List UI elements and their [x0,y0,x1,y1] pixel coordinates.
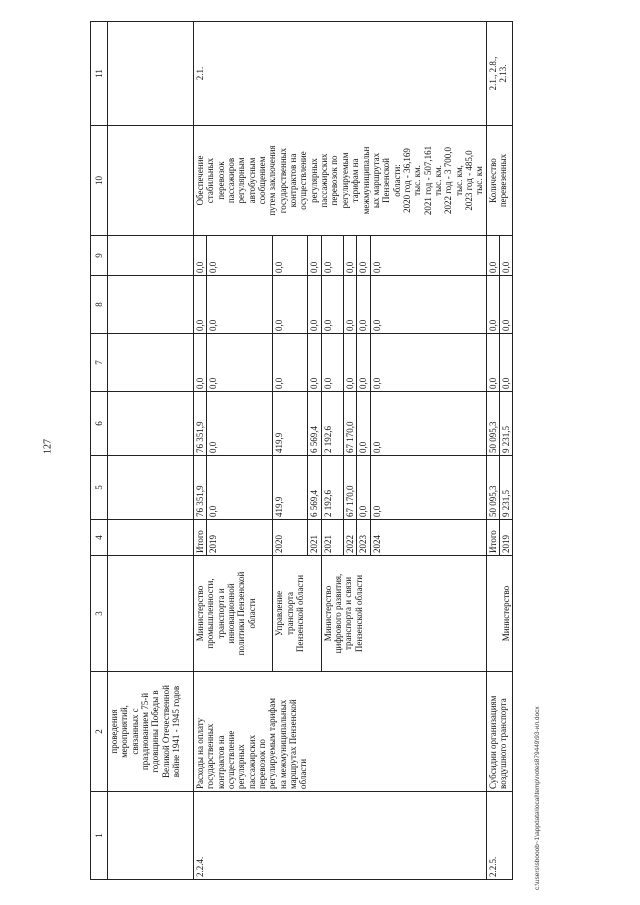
value-cell: 0,0 [370,334,486,392]
value-cell: 6 569,4 [308,392,321,456]
header-row [91,22,108,880]
col-header-5: 5 [91,456,108,520]
rotated-table-sheet [90,22,590,880]
reference-cell: 2.1., 2.8., 2.13. [486,22,513,126]
value-cell: 0,0 [499,334,512,392]
value-cell: 0,0 [499,236,512,276]
value-cell: 0,0 [273,236,308,276]
table-row [486,22,499,880]
year-cell: 2021 [308,520,321,556]
value-cell: 0,0 [321,334,343,392]
value-cell: 6 569,4 [308,456,321,520]
value-cell: 0,0 [273,334,308,392]
value-cell: 2 192,6 [321,392,343,456]
item-number: 2.2.5. [486,792,513,880]
year-cell: 2023 [357,520,370,556]
value-cell: 0,0 [370,236,486,276]
item-name: Расходы на оплату государственных контрактов на осуществление регулярных пассажирских перевозок по регулируемым тарифам на межмуниципальных маршрутах Пензенской области [194,672,487,792]
value-cell: 0,0 [343,236,356,276]
value-cell: 9 231,5 [499,456,512,520]
value-cell: 0,0 [357,392,370,456]
value-cell: 0,0 [370,456,486,520]
value-cell: 9 231,5 [499,392,512,456]
value-cell: 76 351,9 [194,456,207,520]
value-cell: 0,0 [273,276,308,334]
value-cell: 0,0 [486,236,499,276]
value-cell: 67 170,0 [343,392,356,456]
value-cell: 0,0 [343,334,356,392]
col-header-8: 8 [91,276,108,334]
file-path-footer: c:\users\sbooob~1\appdata\local\temp\notes879449\93-ил.docx [534,706,541,890]
value-cell: 0,0 [207,276,273,334]
value-cell: 0,0 [207,236,273,276]
executor: Министерство цифрового развития, транспорта и связи Пензенской области [321,556,486,672]
value-cell: 0,0 [486,276,499,334]
value-cell: 0,0 [194,334,207,392]
value-cell: 419,9 [273,456,308,520]
value-cell: 50 095,3 [486,456,499,520]
col-header-3: 3 [91,556,108,672]
value-cell: 0,0 [343,276,356,334]
value-cell: 2 192,6 [321,456,343,520]
continuation-text: проведения мероприятий, связанных с празднованием 75-й годовщины Победы в Великой Отечественной войне 1941 - 1945 годов [108,672,194,792]
year-cell: 2020 [273,520,308,556]
executor: Управление транспорта Пензенской области [273,556,321,672]
page-number: 127 [42,439,54,454]
value-cell: 0,0 [207,392,273,456]
value-cell: 0,0 [499,276,512,334]
value-cell: 0,0 [207,456,273,520]
program-table [90,21,513,880]
year-cell: 2019 [207,520,273,556]
value-cell: 0,0 [357,334,370,392]
table-row [194,22,207,880]
indicator-text: Обеспечение стабильных перевозок пассажиров регулярным автобусным сообщением путем заключения государственных контрактов на осуществление регулярных пассажирских перевозок по регулируемым тарифам на межмуниципальн ых маршрутах Пензенской области: 2020 год - 36,169 тыс. км. 2021 год - 507,161 тыс. км. 2022 год - 3 700,0 тыс. км, 2023 год - 485,0 тыс. км [194,126,487,236]
indicator-text: Количество перевезенных [486,126,513,236]
value-cell: 0,0 [370,392,486,456]
value-cell: 0,0 [194,236,207,276]
executor: Министерство промышленности, транспорта и инновационной политики Пензенской области [194,556,273,672]
col-header-4: 4 [91,520,108,556]
col-header-7: 7 [91,334,108,392]
year-cell: 2019 [499,520,512,556]
value-cell: 0,0 [357,456,370,520]
reference-cell: 2.1. [194,22,487,126]
year-cell: Итого [194,520,207,556]
year-cell: 2024 [370,520,486,556]
value-cell: 67 170,0 [343,456,356,520]
value-cell: 0,0 [370,276,486,334]
value-cell: 0,0 [207,334,273,392]
executor: Министерство [486,556,513,672]
item-number: 2.2.4. [194,792,487,880]
value-cell: 0,0 [357,276,370,334]
year-cell: 2021 [321,520,343,556]
value-cell: 76 351,9 [194,392,207,456]
value-cell: 0,0 [486,334,499,392]
col-header-2: 2 [91,672,108,792]
value-cell: 0,0 [321,236,343,276]
item-name: Субсидии организациям воздушного транспорта [486,672,513,792]
col-header-11: 11 [91,22,108,126]
year-cell: Итого [486,520,499,556]
value-cell: 50 095,3 [486,392,499,456]
value-cell: 0,0 [308,334,321,392]
col-header-10: 10 [91,126,108,236]
value-cell: 419,9 [273,392,308,456]
continuation-row [108,22,194,880]
value-cell: 0,0 [357,236,370,276]
value-cell: 0,0 [194,276,207,334]
year-cell: 2022 [343,520,356,556]
value-cell: 0,0 [308,276,321,334]
value-cell: 0,0 [308,236,321,276]
value-cell: 0,0 [321,276,343,334]
col-header-6: 6 [91,392,108,456]
col-header-9: 9 [91,236,108,276]
col-header-1: 1 [91,792,108,880]
